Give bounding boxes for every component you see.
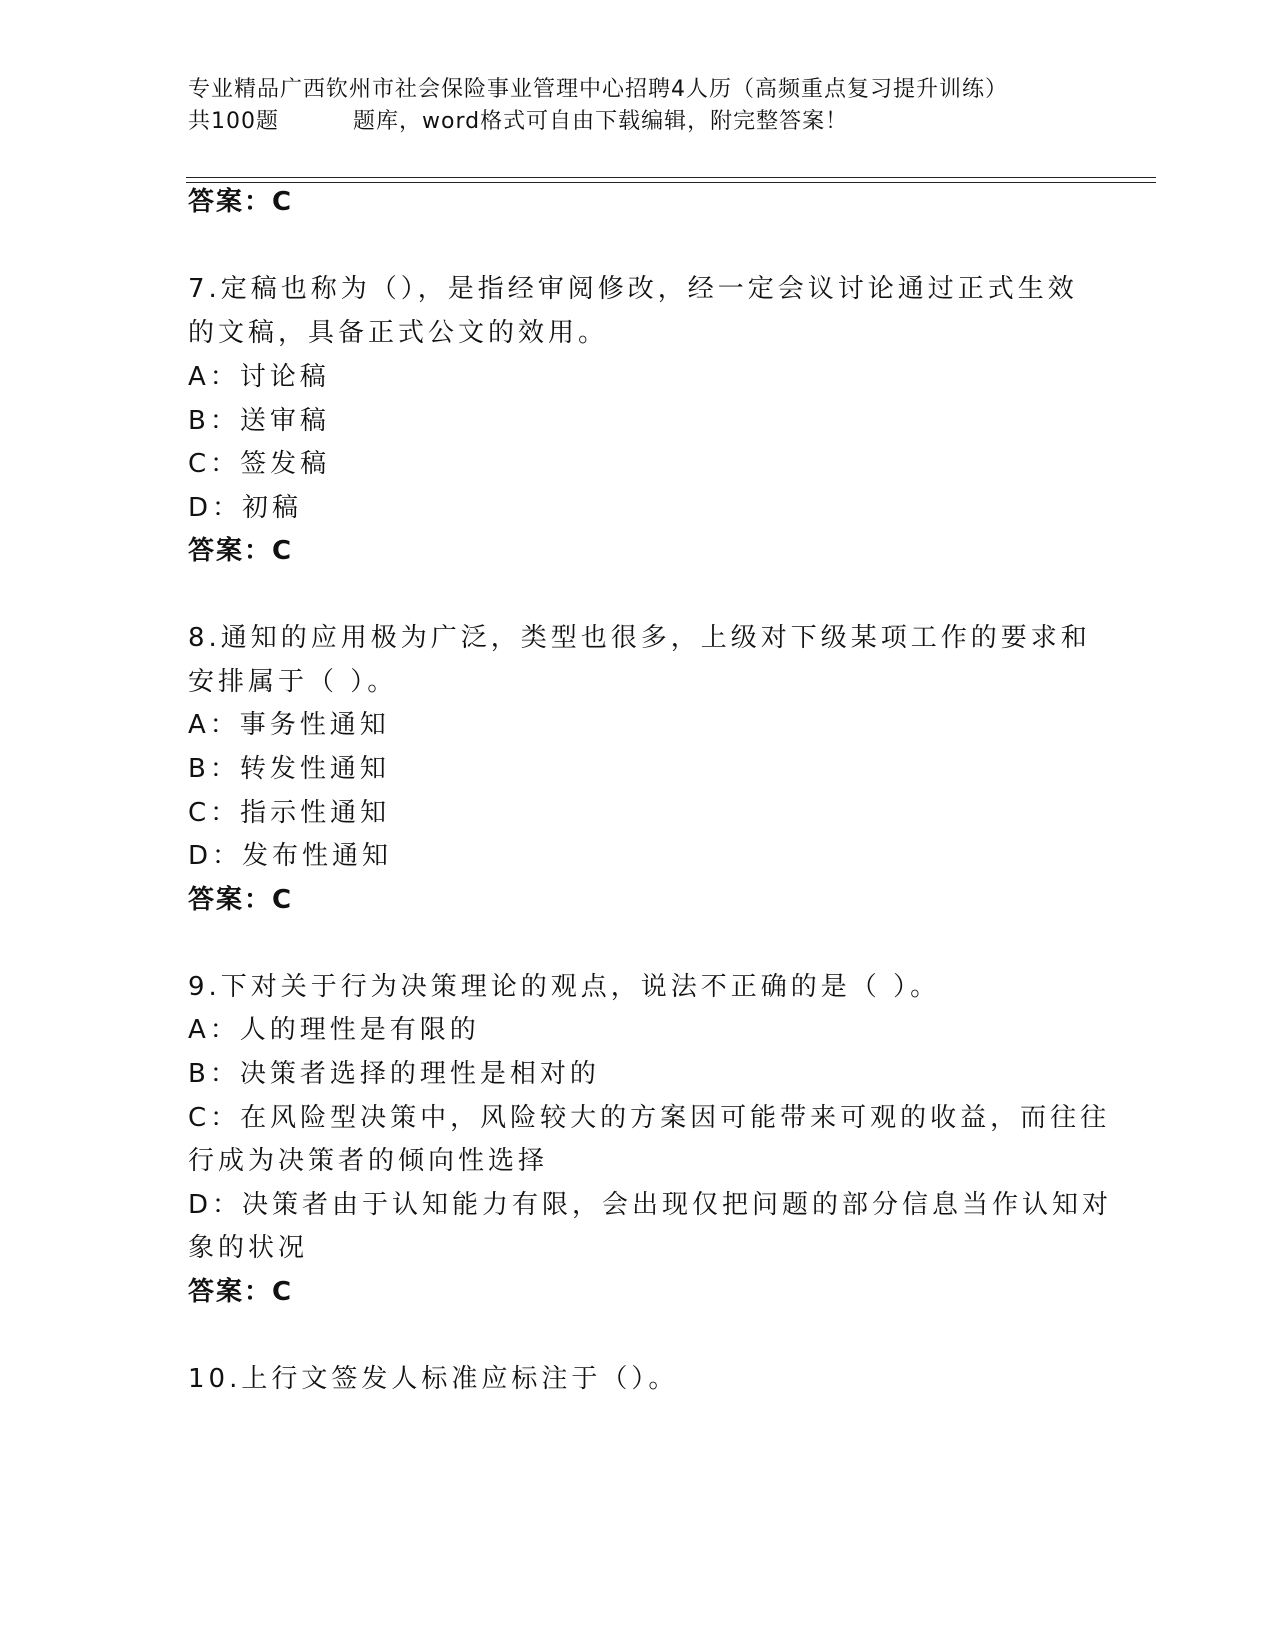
question-7-text-line1: 7.定稿也称为（），是指经审阅修改，经一定会议讨论通过正式生效: [188, 274, 1078, 304]
answer-q7: 答案：C: [188, 536, 294, 566]
question-7-text-line2: 的文稿，具备正式公文的效用。: [188, 318, 609, 348]
question-10-text-line1: 10.上行文签发人标准应标注于（）。: [188, 1364, 679, 1394]
question-9-option-d-line2: 象的状况: [188, 1233, 309, 1263]
answer-q8: 答案：C: [188, 885, 294, 915]
header-question-count: 共100题: [188, 109, 279, 134]
question-9-option-c-line1: C：在风险型决策中，风险较大的方案因可能带来可观的收益，而往往: [188, 1103, 1111, 1133]
answer-q6: 答案：C: [188, 187, 294, 217]
question-8-option-d: D：发布性通知: [188, 841, 393, 871]
header-divider-top: [186, 177, 1156, 178]
question-8-option-c: C：指示性通知: [188, 798, 391, 828]
question-7-option-b: B：送审稿: [188, 406, 330, 436]
question-9-option-d-line1: D：决策者由于认知能力有限，会出现仅把问题的部分信息当作认知对: [188, 1190, 1113, 1220]
question-7-option-d: D：初稿: [188, 493, 303, 523]
question-7-option-c: C：签发稿: [188, 449, 331, 479]
question-9-option-b: B：决策者选择的理性是相对的: [188, 1059, 600, 1089]
question-7-option-a: A：讨论稿: [188, 362, 330, 392]
answer-q9: 答案：C: [188, 1277, 294, 1307]
question-8-option-b: B：转发性通知: [188, 754, 390, 784]
question-9-option-a: A：人的理性是有限的: [188, 1015, 480, 1045]
header-divider-bottom: [186, 182, 1156, 183]
question-9-option-c-line2: 行成为决策者的倾向性选择: [188, 1146, 549, 1176]
header-description: 题库，word格式可自由下载编辑，附完整答案！: [353, 109, 849, 134]
page-header: [188, 74, 1088, 138]
header-subtitle: [188, 106, 1088, 138]
question-8-option-a: A：事务性通知: [188, 710, 390, 740]
header-title: 专业精品广西钦州市社会保险事业管理中心招聘4人历（高频重点复习提升训练）: [188, 77, 1008, 102]
question-9-text-line1: 9.下对关于行为决策理论的观点，说法不正确的是（ ）。: [188, 972, 941, 1002]
question-8-text-line1: 8.通知的应用极为广泛，类型也很多，上级对下级某项工作的要求和: [188, 623, 1091, 653]
question-8-text-line2: 安排属于（ ）。: [188, 667, 398, 697]
